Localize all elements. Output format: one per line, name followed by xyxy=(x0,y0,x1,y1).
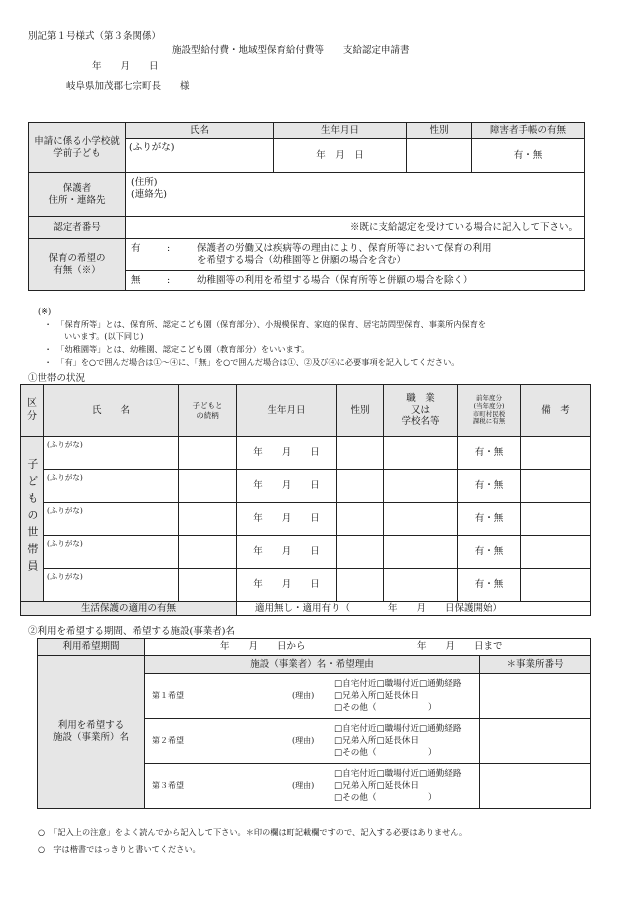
household-title: ①世帯の状況 xyxy=(28,373,86,384)
guardian-info[interactable] xyxy=(126,173,585,217)
group-label: 子どもの世帯員 xyxy=(25,457,39,577)
note-1: ・ 「保育所等」とは、保育所、認定こども園（保育部分）、小規模保育、家庭的保育、居宅訪問型保育、事業所内保育を xyxy=(44,319,487,329)
period-to[interactable]: 年 月 日まで xyxy=(417,641,503,653)
choice-label: 第２希望 xyxy=(152,736,184,745)
child-furigana[interactable]: (ふりがな) xyxy=(126,139,274,173)
col-remarks: 備 考 xyxy=(521,385,591,437)
member-sex[interactable] xyxy=(337,503,384,536)
group-label-cell xyxy=(21,437,44,602)
form-number: 別記第１号様式（第３条関係） xyxy=(28,31,162,42)
choice-cell[interactable] xyxy=(145,674,480,719)
reason-options[interactable] xyxy=(334,768,461,804)
addressee: 岐阜県加茂郡七宗町長 様 xyxy=(66,81,190,92)
member-relation[interactable] xyxy=(179,536,237,569)
col-relation: 子どもと の続柄 xyxy=(179,385,237,437)
member-relation[interactable] xyxy=(179,437,237,470)
choice-label: 第１希望 xyxy=(152,691,184,700)
footer-note-2: ○ 字は楷書ではっきりと書いてください。 xyxy=(38,844,201,854)
member-remarks[interactable] xyxy=(521,569,591,602)
child-sex[interactable] xyxy=(407,139,472,173)
note-2: ・ 「幼稚園等」とは、幼稚園、認定こども園（教育部分）をいいます。 xyxy=(44,344,310,354)
contact-label: (連絡先) xyxy=(131,188,167,200)
reason-label: (理由) xyxy=(292,781,315,790)
household-table xyxy=(20,384,591,616)
note-1b: いいます。(以下同じ) xyxy=(64,331,144,341)
cert-label: 認定者番号 xyxy=(29,217,126,239)
household-row xyxy=(21,569,591,602)
period-label: 利用希望期間 xyxy=(38,639,145,656)
child-label: 申請に係る小学校就学前子ども xyxy=(29,123,126,173)
reason-line-1[interactable]: □自宅付近□職場付近□通勤経路 xyxy=(334,679,462,689)
reason-label: (理由) xyxy=(292,736,315,745)
member-sex[interactable] xyxy=(337,569,384,602)
member-sex[interactable] xyxy=(337,470,384,503)
col-h-name: 氏 名 xyxy=(44,385,179,437)
choice-label: 第３希望 xyxy=(152,781,184,790)
wish-yes-row[interactable] xyxy=(126,239,585,271)
member-birth[interactable]: 年 月 日 xyxy=(237,470,337,503)
facility-title: ②利用を希望する期間、希望する施設(事業者)名 xyxy=(28,626,235,637)
member-furigana[interactable]: (ふりがな) xyxy=(44,470,179,503)
office-number xyxy=(480,719,591,764)
member-tax[interactable]: 有・無 xyxy=(458,536,521,569)
guardian-label: 保護者 住所・連絡先 xyxy=(29,173,126,217)
welfare-value[interactable]: 適用無し・適用有り（ 年 月 日保護開始） xyxy=(237,602,591,616)
household-row xyxy=(21,470,591,503)
reason-label: (理由) xyxy=(292,691,315,700)
note-3: ・ 「有」を○で囲んだ場合は①～④に、「無」を○で囲んだ場合は①、②及び④に必要事項を記入してください。 xyxy=(44,357,460,367)
reason-line-3[interactable]: □その他（ ） xyxy=(334,793,437,803)
member-sex[interactable] xyxy=(337,536,384,569)
member-job[interactable] xyxy=(384,503,458,536)
member-remarks[interactable] xyxy=(521,437,591,470)
member-furigana[interactable]: (ふりがな) xyxy=(44,536,179,569)
wish-no-mark[interactable]: 無 xyxy=(131,274,141,286)
member-remarks[interactable] xyxy=(521,503,591,536)
reason-options[interactable] xyxy=(334,723,461,759)
wish-no-colon: : xyxy=(167,274,171,286)
reason-line-3[interactable]: □その他（ ） xyxy=(334,748,437,758)
member-birth[interactable]: 年 月 日 xyxy=(237,503,337,536)
member-remarks[interactable] xyxy=(521,536,591,569)
reason-line-2[interactable]: □兄弟入所□延長休日 xyxy=(334,736,419,746)
wish-no-row[interactable] xyxy=(126,271,585,291)
member-tax[interactable]: 有・無 xyxy=(458,569,521,602)
member-job[interactable] xyxy=(384,470,458,503)
reason-line-1[interactable]: □自宅付近□職場付近□通勤経路 xyxy=(334,724,462,734)
member-relation[interactable] xyxy=(179,503,237,536)
wish-yes-text: 保護者の労働又は疾病等の理由により、保育所等において保育の利用 を希望する場合（幼稚園等と併願の場合を含む） xyxy=(197,242,492,266)
choice-cell[interactable] xyxy=(145,764,480,809)
cert-note[interactable]: ※既に支給認定を受けている場合に記入して下さい。 xyxy=(126,217,585,239)
reason-line-3[interactable]: □その他（ ） xyxy=(334,703,437,713)
facility-label: 利用を希望する 施設（事業所）名 xyxy=(38,656,145,809)
wish-yes-mark[interactable]: 有 xyxy=(131,242,141,254)
member-remarks[interactable] xyxy=(521,470,591,503)
reason-options[interactable] xyxy=(334,678,461,714)
col-sex: 性別 xyxy=(407,123,472,139)
member-furigana[interactable]: (ふりがな) xyxy=(44,437,179,470)
member-relation[interactable] xyxy=(179,569,237,602)
member-tax[interactable]: 有・無 xyxy=(458,437,521,470)
welfare-label: 生活保護の適用の有無 xyxy=(21,602,237,616)
member-sex[interactable] xyxy=(337,437,384,470)
member-job[interactable] xyxy=(384,536,458,569)
col-h-birth: 生年月日 xyxy=(237,385,337,437)
notes-asterisk: (※) xyxy=(38,306,52,316)
col-birth: 生年月日 xyxy=(274,123,407,139)
period-from[interactable]: 年 月 日から xyxy=(220,641,306,653)
reason-line-1[interactable]: □自宅付近□職場付近□通勤経路 xyxy=(334,769,462,779)
col-disability: 障害者手帳の有無 xyxy=(472,123,585,139)
member-birth[interactable]: 年 月 日 xyxy=(237,536,337,569)
member-relation[interactable] xyxy=(179,470,237,503)
date-line: 年 月 日 xyxy=(92,61,159,72)
choice-cell[interactable] xyxy=(145,719,480,764)
member-job[interactable] xyxy=(384,569,458,602)
col-office-no: ＊事業所番号 xyxy=(480,656,591,674)
col-kubun: 区 分 xyxy=(21,385,44,437)
member-job[interactable] xyxy=(384,437,458,470)
col-tax: 前年度分 (当年度分) 市町村民税 課税に有無 xyxy=(458,385,521,437)
member-furigana[interactable]: (ふりがな) xyxy=(44,569,179,602)
period-values[interactable] xyxy=(145,639,591,656)
col-name-reason: 施設（事業者）名・希望理由 xyxy=(145,656,480,674)
reason-line-2[interactable]: □兄弟入所□延長休日 xyxy=(334,691,419,701)
member-tax[interactable]: 有・無 xyxy=(458,470,521,503)
office-number xyxy=(480,674,591,719)
member-birth[interactable]: 年 月 日 xyxy=(237,569,337,602)
member-furigana[interactable]: (ふりがな) xyxy=(44,503,179,536)
member-tax[interactable]: 有・無 xyxy=(458,503,521,536)
address-label: (住所) xyxy=(131,177,158,188)
form-title: 施設型給付費・地域型保育給付費等 支給認定申請書 xyxy=(172,45,410,56)
household-row xyxy=(21,536,591,569)
reason-line-2[interactable]: □兄弟入所□延長休日 xyxy=(334,781,419,791)
applicant-table xyxy=(28,122,585,291)
child-birth[interactable]: 年 月 日 xyxy=(274,139,407,173)
facility-table xyxy=(37,638,591,809)
member-birth[interactable]: 年 月 日 xyxy=(237,437,337,470)
office-number xyxy=(480,764,591,809)
col-name: 氏名 xyxy=(126,123,274,139)
col-job: 職 業 又は 学校名等 xyxy=(384,385,458,437)
col-h-sex: 性別 xyxy=(337,385,384,437)
wish-label: 保育の希望の 有無（※） xyxy=(29,239,126,291)
household-row xyxy=(21,437,591,470)
wish-no-text: 幼稚園等の利用を希望する場合（保育所等と併願の場合を除く） xyxy=(197,274,473,286)
footer-note-1: ○ 「記入上の注意」をよく読んでから記入して下さい。＊印の欄は町記載欄ですので、記入する必要はありません。 xyxy=(38,827,468,837)
child-disability[interactable]: 有・無 xyxy=(472,139,585,173)
wish-yes-colon: : xyxy=(167,242,171,254)
household-row xyxy=(21,503,591,536)
